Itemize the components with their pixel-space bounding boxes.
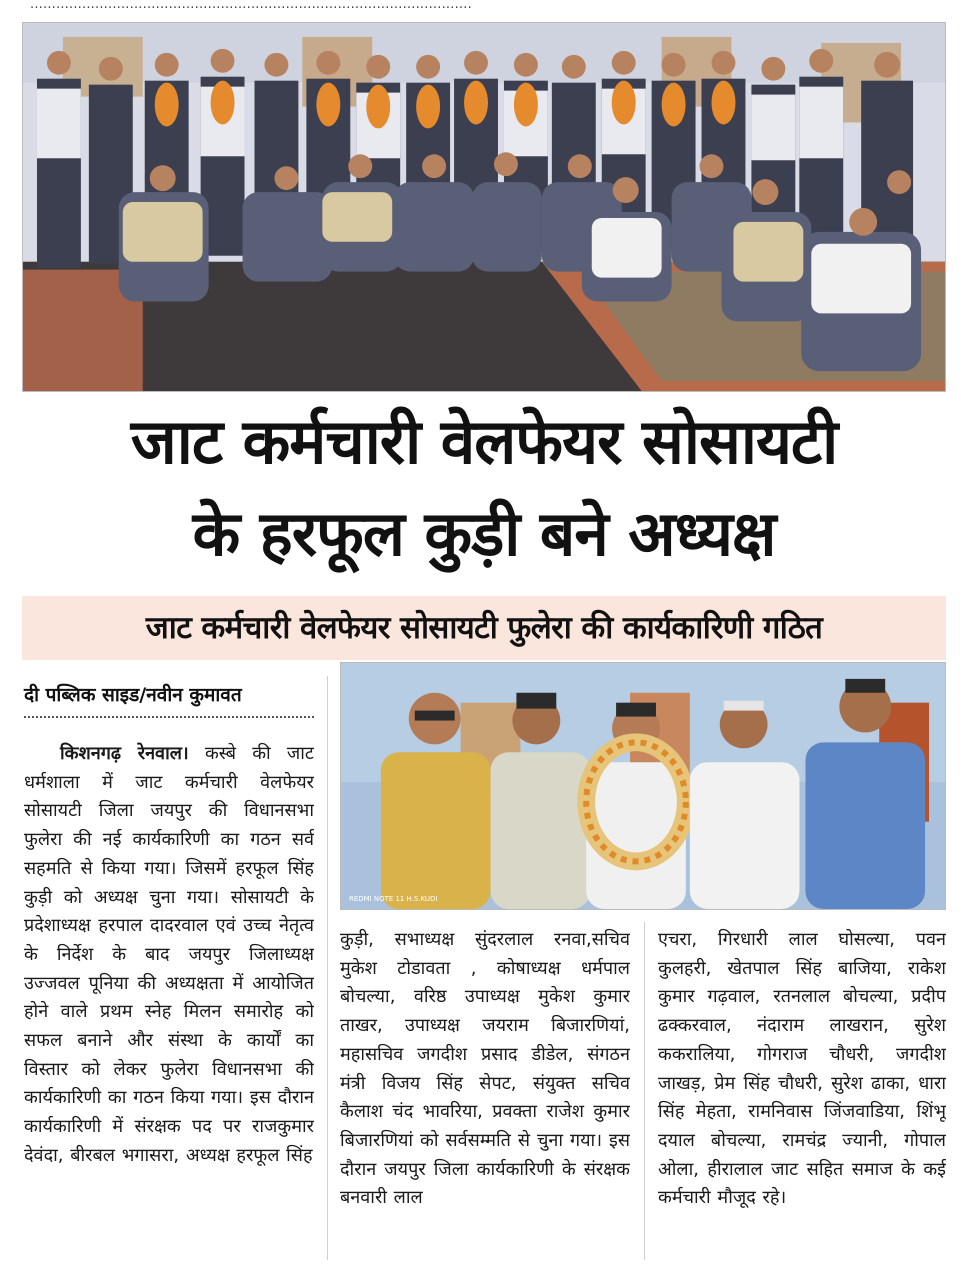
- byline: दी पब्लिक साइड/नवीन कुमावत: [24, 684, 242, 706]
- article-column-2: [340, 926, 630, 1260]
- headline-line-2: के हरफूल कुड़ी बने अध्यक्ष: [192, 497, 776, 570]
- dateline: किशनगढ़ रेनवाल।: [60, 743, 189, 764]
- article-column-1: [24, 740, 314, 1260]
- group-photo: [22, 22, 946, 392]
- column-divider: [644, 922, 645, 1260]
- felicitation-photo-illustration: [341, 663, 945, 909]
- article-column-3: [658, 926, 946, 1260]
- group-photo-illustration: [23, 23, 945, 391]
- article-text-col-2: कुड़ी, सभाध्यक्ष सुंदरलाल रनवा,सचिव मुकेश टोडावता , कोषाध्यक्ष धर्मपाल बोचल्या, वरिष्ठ उपाध्यक्ष मुकेश कुमार ताखर, उपाध्यक्ष जयराम बिजारणियां, महासचिव जगदीश प्रसाद डीडेल, संगठन मंत्री विजय सिंह सेपट, संयुक्त सचिव कैलाश चंद भावरिया, प्रवक्ता राजेश कुमार बिजारणियां को सर्वसम्मति से चुना गया। इस दौरान जयपुर जिला कार्यकारिणी के संरक्षक बनवारी लाल: [340, 929, 630, 1209]
- photo-watermark: REDMI NOTE 11 H.S.KUDI: [348, 895, 438, 904]
- felicitation-photo: [340, 662, 946, 910]
- column-divider: [327, 676, 328, 1260]
- article-text-col-3: एचरा, गिरधारी लाल घोसल्या, पवन कुलहरी, खेतपाल सिंह बाजिया, राकेश कुमार गढ़वाल, रतनलाल बोचल्या, प्रदीप ढक्करवाल, नंदाराम लाखरान, सुरेश ककरालिया, गोगराज चौधरी, जगदीश जाखड़, प्रेम सिंह चौधरी, सुरेश ढाका, धारा सिंह मेहता, रामनिवास जिंजवाडिया, शिंभू दयाल बोचल्या, रामचंद्र ज्यानी, गोपाल ओला, हीरालाल जाट सहित समाज के कई कर्मचारी मौजूद रहे।: [658, 929, 946, 1209]
- headline-line-1: जाट कर्मचारी वेलफेयर सोसायटी: [130, 405, 838, 478]
- byline-divider: [24, 716, 314, 718]
- top-strip-text: ......................................................................................................: [30, 0, 472, 12]
- subheadline: जाट कर्मचारी वेलफेयर सोसायटी फुलेरा की कार्यकारिणी गठित: [145, 610, 823, 646]
- article-text-col-1: कस्बे की जाट धर्मशाला में जाट कर्मचारी वेलफेयर सोसायटी जिला जयपुर की विधानसभा फुलेरा की नई कार्यकारिणी का गठन सर्व सहमति से किया गया। जिसमें हरफूल सिंह कुड़ी को अध्यक्ष चुना गया। सोसायटी के प्रदेशाध्यक्ष हरपाल दादरवाल एवं उच्च नेतृत्व के निर्देश के बाद जयपुर जिलाध्यक्ष उज्जवल पूनिया की अध्यक्षता में आयोजित होने वाले प्रथम स्नेह मिलन समारोह को सफल बनाने और संस्था के कार्यों का विस्तार को लेकर फुलेरा विधानसभा की कार्यकारिणी का गठन किया गया। इस दौरान कार्यकारिणी में संरक्षक पद पर राजकुमार देवंदा, बीरबल भगासरा, अध्यक्ष हरफूल सिंह: [24, 743, 314, 1166]
